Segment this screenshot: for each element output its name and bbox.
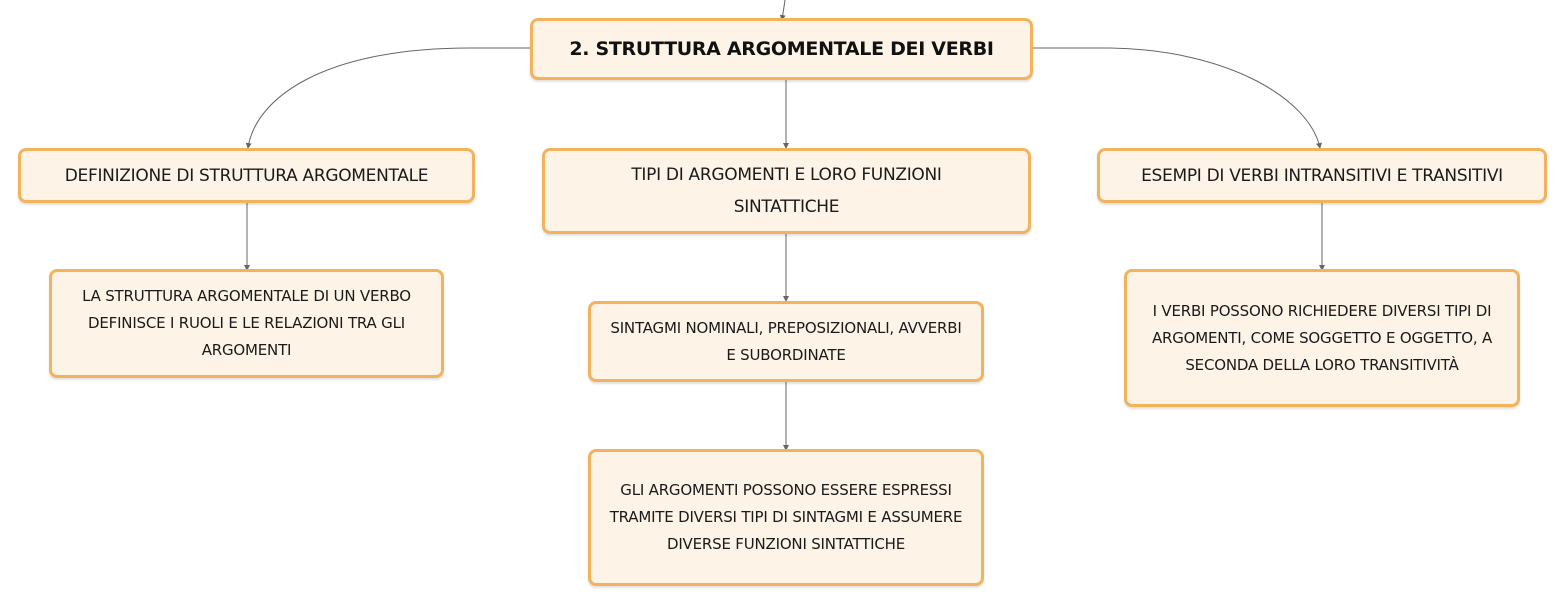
- branch-node-tipi[interactable]: [542, 148, 1031, 234]
- leaf-node-sintagmi[interactable]: [588, 301, 984, 382]
- root-node-label: 2. STRUTTURA ARGOMENTALE DEI VERBI: [569, 38, 994, 60]
- leaf-node-definizione[interactable]: [49, 269, 444, 378]
- edge-root-to-definizione: [248, 48, 532, 148]
- leaf-node-esempi[interactable]: [1124, 269, 1520, 407]
- leaf-node-text: LA STRUTTURA ARGOMENTALE DI UN VERBO DEFINISCE I RUOLI E LE RELAZIONI TRA GLI ARGOMENTI: [82, 287, 411, 359]
- leaf-node-text: GLI ARGOMENTI POSSONO ESSERE ESPRESSI TRAMITE DIVERSI TIPI DI SINTAGMI E ASSUMERE DIVERSE FUNZIONI SINTATTICHE: [609, 481, 963, 553]
- leaf-node-text: I VERBI POSSONO RICHIEDERE DIVERSI TIPI DI ARGOMENTI, COME SOGGETTO E OGGETTO, A SECONDA DELLA LORO TRANSITIVITÀ: [1151, 301, 1493, 374]
- edge-incoming-root: [782, 0, 785, 20]
- branch-node-definizione[interactable]: [18, 148, 475, 203]
- branch-node-label: ESEMPI DI VERBI INTRANSITIVI E TRANSITIVI: [1141, 165, 1503, 186]
- root-node[interactable]: [530, 18, 1033, 80]
- branch-node-esempi[interactable]: [1097, 148, 1547, 203]
- leaf-node-argomenti-espressi[interactable]: [588, 449, 984, 586]
- branch-node-label: TIPI DI ARGOMENTI E LORO FUNZIONI SINTATTICHE: [631, 165, 942, 217]
- branch-node-label: DEFINIZIONE DI STRUTTURA ARGOMENTALE: [64, 165, 429, 186]
- edge-root-to-esempi: [1032, 48, 1320, 148]
- leaf-node-text: SINTAGMI NOMINALI, PREPOSIZIONALI, AVVERBI E SUBORDINATE: [610, 318, 962, 364]
